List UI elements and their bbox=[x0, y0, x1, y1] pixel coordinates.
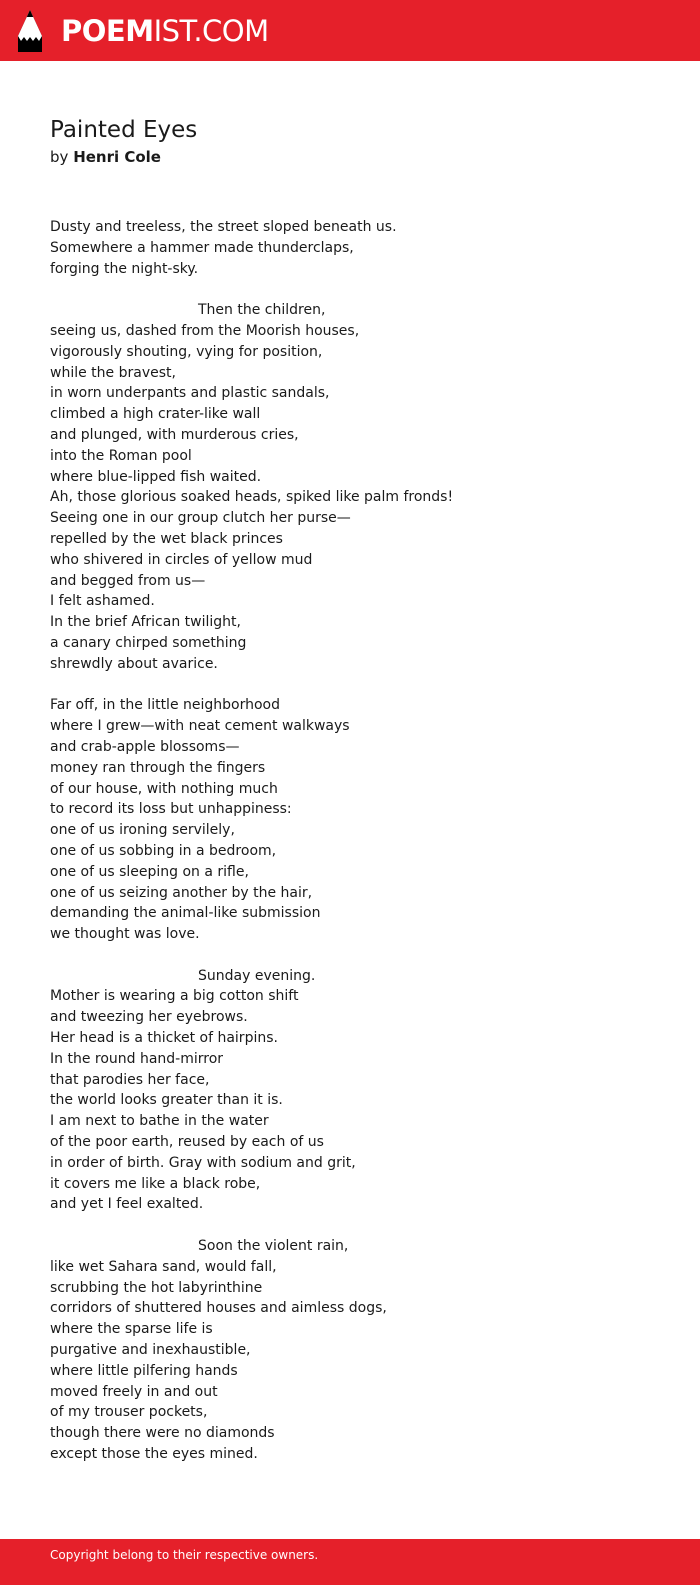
poem-line: in order of birth. Gray with sodium and grit, bbox=[50, 1154, 356, 1171]
poem-line: Her head is a thicket of hairpins. bbox=[50, 1030, 278, 1047]
poem-line: money ran through the fingers bbox=[50, 759, 266, 776]
logo-text-light: IST.COM bbox=[153, 14, 269, 48]
poem-line: Ah, those glorious soaked heads, spiked like palm fronds! bbox=[50, 489, 454, 506]
by-label: by bbox=[50, 148, 69, 166]
poem-byline bbox=[50, 147, 161, 167]
poem-line: of the poor earth, reused by each of us bbox=[50, 1134, 324, 1151]
poem-line: Somewhere a hammer made thunderclaps, bbox=[50, 239, 354, 256]
poem-line: while the bravest, bbox=[50, 364, 176, 381]
poem-line: the world looks greater than it is. bbox=[50, 1092, 283, 1109]
poem-line: one of us ironing servilely, bbox=[50, 822, 235, 839]
poem-stanza bbox=[50, 217, 670, 279]
poem-line: of our house, with nothing much bbox=[50, 780, 278, 797]
poem-line: of my trouser pockets, bbox=[50, 1404, 208, 1421]
poem-line: to record its loss but unhappiness: bbox=[50, 801, 292, 818]
poem-line: purgative and inexhaustible, bbox=[50, 1342, 251, 1359]
site-logo[interactable] bbox=[61, 13, 269, 49]
poem-line: and plunged, with murderous cries, bbox=[50, 426, 299, 443]
poem-line: I felt ashamed. bbox=[50, 593, 155, 610]
poem-line: Then the children, bbox=[198, 302, 326, 319]
poem-body bbox=[50, 217, 670, 1486]
pencil-tip-icon[interactable] bbox=[18, 10, 42, 52]
poem-line: Soon the violent rain, bbox=[198, 1238, 349, 1255]
poem-line: that parodies her face, bbox=[50, 1071, 210, 1088]
poem-line: Far off, in the little neighborhood bbox=[50, 697, 281, 714]
poem-line: in worn underpants and plastic sandals, bbox=[50, 385, 330, 402]
poem-line: In the round hand-mirror bbox=[50, 1050, 224, 1067]
site-footer bbox=[0, 1539, 700, 1585]
poem-stanza bbox=[50, 695, 670, 945]
poem-line: Mother is wearing a big cotton shift bbox=[50, 988, 299, 1005]
poem-line: and crab-apple blossoms— bbox=[50, 738, 240, 755]
poem-line: scrubbing the hot labyrinthine bbox=[50, 1279, 263, 1296]
poem-line: where the sparse life is bbox=[50, 1321, 213, 1338]
poem-line: where I grew—with neat cement walkways bbox=[50, 718, 350, 735]
poem-stanza bbox=[50, 966, 670, 1216]
poem-line: Seeing one in our group clutch her purse— bbox=[50, 510, 351, 527]
poem-author: Henri Cole bbox=[73, 148, 161, 166]
poem-line: like wet Sahara sand, would fall, bbox=[50, 1258, 277, 1275]
poem-line: into the Roman pool bbox=[50, 447, 192, 464]
poem-stanza bbox=[50, 300, 670, 674]
poem-line: one of us sleeping on a rifle, bbox=[50, 863, 249, 880]
poem-stanza bbox=[50, 1236, 670, 1465]
poem-line: and yet I feel exalted. bbox=[50, 1196, 204, 1213]
poem-line: Dusty and treeless, the street sloped beneath us. bbox=[50, 219, 397, 235]
site-header bbox=[0, 0, 700, 61]
copyright-text: Copyright belong to their respective owners. bbox=[50, 1548, 319, 1562]
poem-line: one of us sobbing in a bedroom, bbox=[50, 842, 277, 859]
poem-line: a canary chirped something bbox=[50, 634, 247, 651]
poem-line: we thought was love. bbox=[50, 926, 200, 943]
poem-line: vigorously shouting, vying for position, bbox=[50, 343, 323, 360]
poem-line: who shivered in circles of yellow mud bbox=[50, 551, 313, 568]
poem-line: forging the night-sky. bbox=[50, 260, 199, 277]
poem-line: shrewdly about avarice. bbox=[50, 655, 218, 672]
poem-line: and begged from us— bbox=[50, 572, 206, 589]
poem-line: where little pilfering hands bbox=[50, 1362, 238, 1379]
poem-line: In the brief African twilight, bbox=[50, 614, 241, 631]
poem-line: it covers me like a black robe, bbox=[50, 1175, 261, 1192]
poem-line: except those the eyes mined. bbox=[50, 1446, 258, 1463]
poem-line: moved freely in and out bbox=[50, 1383, 218, 1400]
poem-line: and tweezing her eyebrows. bbox=[50, 1009, 248, 1026]
poem-title: Painted Eyes bbox=[50, 117, 198, 143]
poem-line: climbed a high crater-like wall bbox=[50, 406, 261, 423]
poem-line: though there were no diamonds bbox=[50, 1425, 275, 1442]
poem-line: where blue-lipped fish waited. bbox=[50, 468, 262, 485]
poem-line: I am next to bathe in the water bbox=[50, 1113, 269, 1130]
poem-line: demanding the animal-like submission bbox=[50, 905, 321, 922]
poem-line: one of us seizing another by the hair, bbox=[50, 884, 313, 901]
poem-line: seeing us, dashed from the Moorish houses, bbox=[50, 322, 360, 339]
logo-text-bold: POEM bbox=[61, 14, 154, 48]
poem-line: corridors of shuttered houses and aimless dogs, bbox=[50, 1300, 387, 1317]
poem-line: repelled by the wet black princes bbox=[50, 530, 283, 547]
poem-line: Sunday evening. bbox=[198, 967, 316, 984]
